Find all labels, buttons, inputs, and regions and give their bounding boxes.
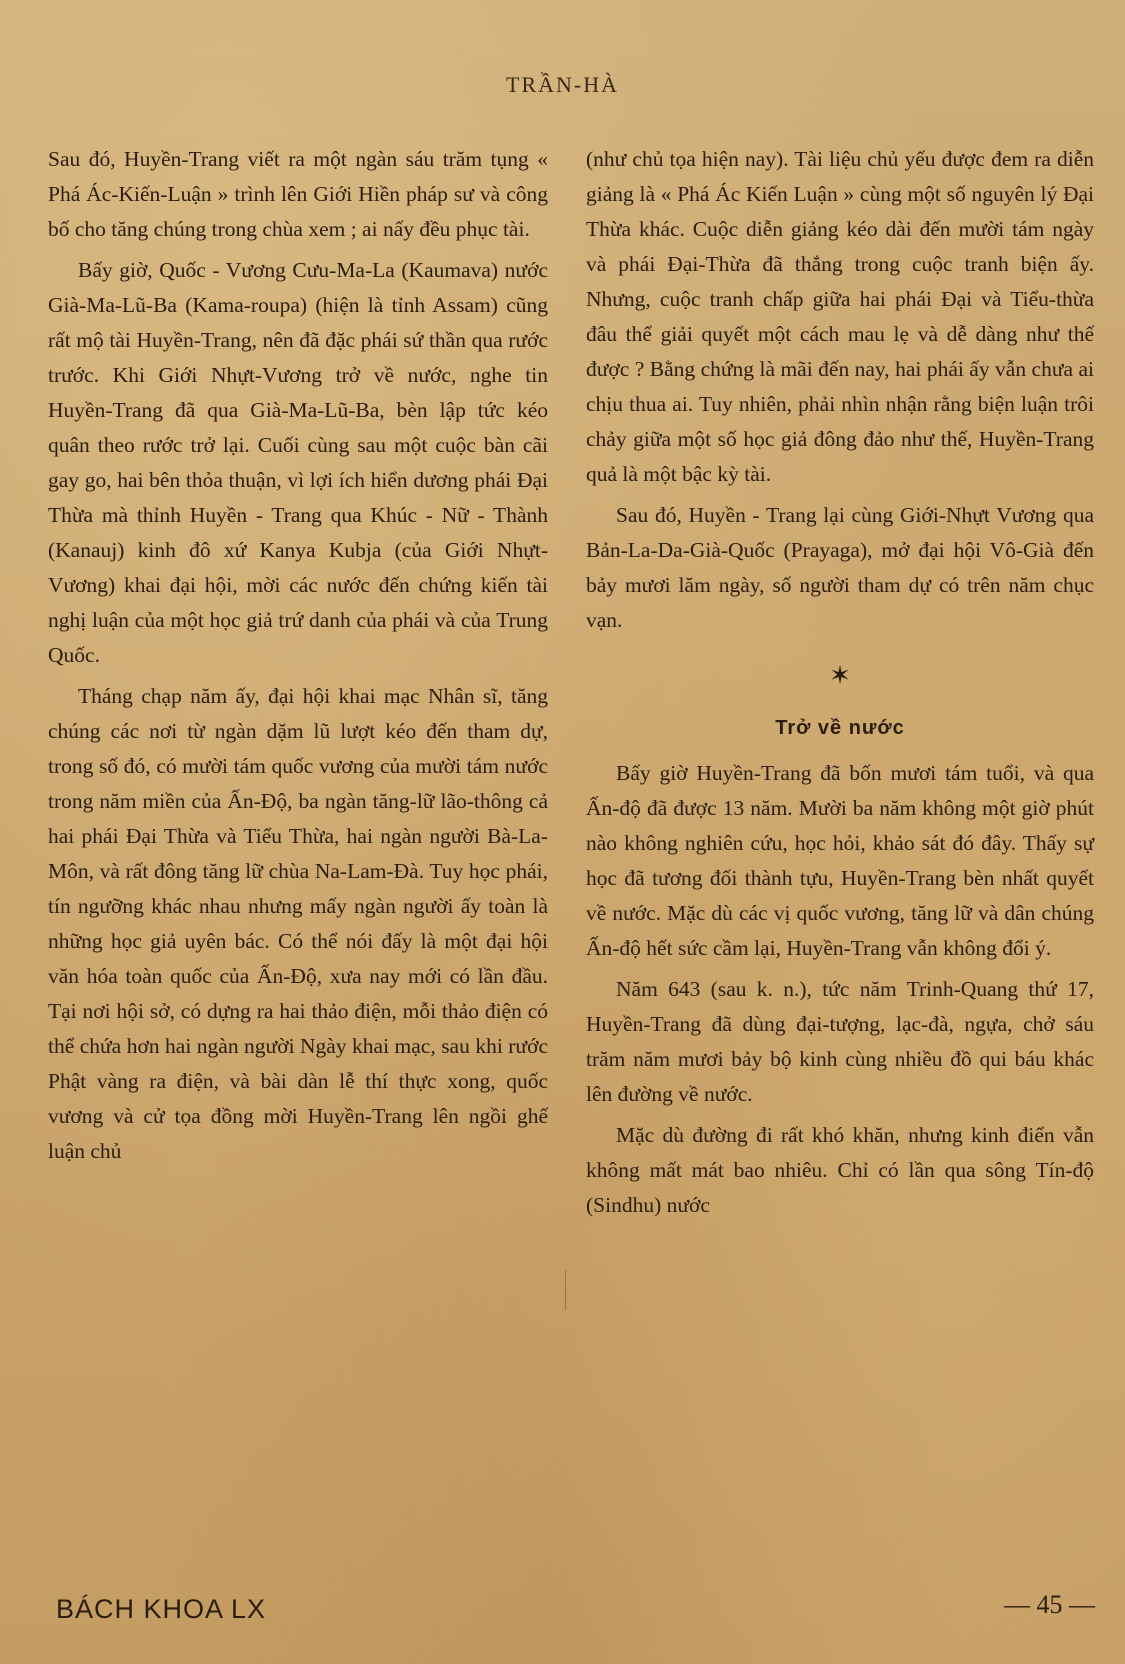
publication-name: BÁCH KHOA LX (56, 1594, 267, 1624)
paragraph: Mặc dù đường đi rất khó khăn, nhưng kinh điển vẫn không mất mát bao nhiêu. Chỉ có lần qua sông Tín-độ (Sindhu) nước (586, 1123, 1094, 1217)
running-head: TRẦN-HÀ (506, 72, 619, 97)
paragraph: Sau đó, Huyền - Trang lại cùng Giới-Nhựt Vương qua Bản-La-Da-Già-Quốc (Prayaga), mở đại hội Vô-Già đến bảy mươi lăm ngày, số người tham dự có trên năm chục vạn. (586, 503, 1094, 632)
column-divider (565, 1270, 566, 1310)
paragraph: Bấy giờ, Quốc - Vương Cưu-Ma-La (Kaumava) nước Già-Ma-Lũ-Ba (Kama-roupa) (hiện là tỉnh Assam) cũng rất mộ tài Huyền-Trang, nên đã đặc phái sứ thần qua rước trước. Khi Giới Nhựt-Vương trở về nước, nghe tin Huyền-Trang đã qua Già-Ma-Lũ-Ba, bèn lập tức kéo quân theo rước trở lại. Cuối cùng sau một cuộc bàn cãi gay go, hai bên thỏa thuận, vì lợi ích hiển dương phái Đại Thừa mà thỉnh Huyền - Trang qua Khúc - Nữ - Thành (Kanauj) kinh đô xứ Kanya Kubja (của Giới Nhựt-Vương) khai đại hội, mời các nước đến chứng kiến tài nghị luận của một học giả trứ danh của phái và của Trung Quốc. (48, 258, 548, 667)
paragraph: (như chủ tọa hiện nay). Tài liệu chủ yếu được đem ra diễn giảng là « Phá Ác Kiến Luận » cùng một số nguyên lý Đại Thừa khác. Cuộc diễn giảng kéo dài đến mười tám ngày và phái Đại-Thừa đã thắng trong cuộc tranh biện ấy. Nhưng, cuộc tranh chấp giữa hai phái Đại và Tiểu-thừa đâu thể giải quyết một cách mau lẹ và dễ dàng như thế được ? Bằng chứng là mãi đến nay, hai phái ấy vẫn chưa ai chịu thua ai. Tuy nhiên, phải nhìn nhận rằng biện luận trôi chảy giữa một số học giả đông đảo như thế, Huyền-Trang quả là một bậc kỳ tài. (586, 147, 1094, 486)
right-column (586, 142, 1094, 1229)
paragraph: Năm 643 (sau k. n.), tức năm Trinh-Quang thứ 17, Huyền-Trang đã dùng đại-tượng, lạc-đà, ngựa, chở sáu trăm năm mươi bảy bộ kinh cùng nhiều đồ qui báu khác lên đường về nước. (586, 977, 1094, 1106)
section-title: Trở về nước (775, 717, 905, 739)
paragraph: Bấy giờ Huyền-Trang đã bốn mươi tám tuổi, và qua Ấn-độ đã được 13 năm. Mười ba năm không một giờ phút nào không nghiên cứu, học hỏi, khảo sát đó đây. Thấy sự học đã tương đối thành tựu, Huyền-Trang bèn nhất quyết về nước. Mặc dù các vị quốc vương, tăng lữ và dân chúng Ấn-độ hết sức cầm lại, Huyền-Trang vẫn không đổi ý. (586, 761, 1094, 960)
section-separator-icon: ✶ (829, 661, 851, 690)
paragraph: Sau đó, Huyền-Trang viết ra một ngàn sáu trăm tụng « Phá Ác-Kiến-Luận » trình lên Giới Hiền pháp sư và công bố cho tăng chúng trong chùa xem ; ai nấy đều phục tài. (48, 147, 548, 241)
left-column (48, 142, 548, 1175)
page-number: — 45 — (1004, 1590, 1095, 1619)
paragraph: Tháng chạp năm ấy, đại hội khai mạc Nhân sĩ, tăng chúng các nơi từ ngàn dặm lũ lượt kéo đến tham dự, trong số đó, có mười tám quốc vương của mười tám nước trong năm miền của Ấn-Độ, ba ngàn tăng-lữ lão-thông cả hai phái Đại Thừa và Tiểu Thừa, hai ngàn người Bà-La-Môn, và rất đông tăng lữ chùa Na-Lam-Đà. Tuy học phái, tín ngưỡng khác nhau nhưng mấy ngàn người ấy toàn là những học giả uyên bác. Có thể nói đấy là một đại hội văn hóa toàn quốc của Ấn-Độ, xưa nay mới có lần đầu. Tại nơi hội sở, có dựng ra hai thảo điện, mỗi thảo điện có thể chứa hơn hai ngàn người Ngày khai mạc, sau khi rước Phật vàng ra điện, và bài dàn lễ thí thực xong, quốc vương và cử tọa đồng mời Huyền-Trang lên ngồi ghế luận chủ (48, 684, 548, 1163)
